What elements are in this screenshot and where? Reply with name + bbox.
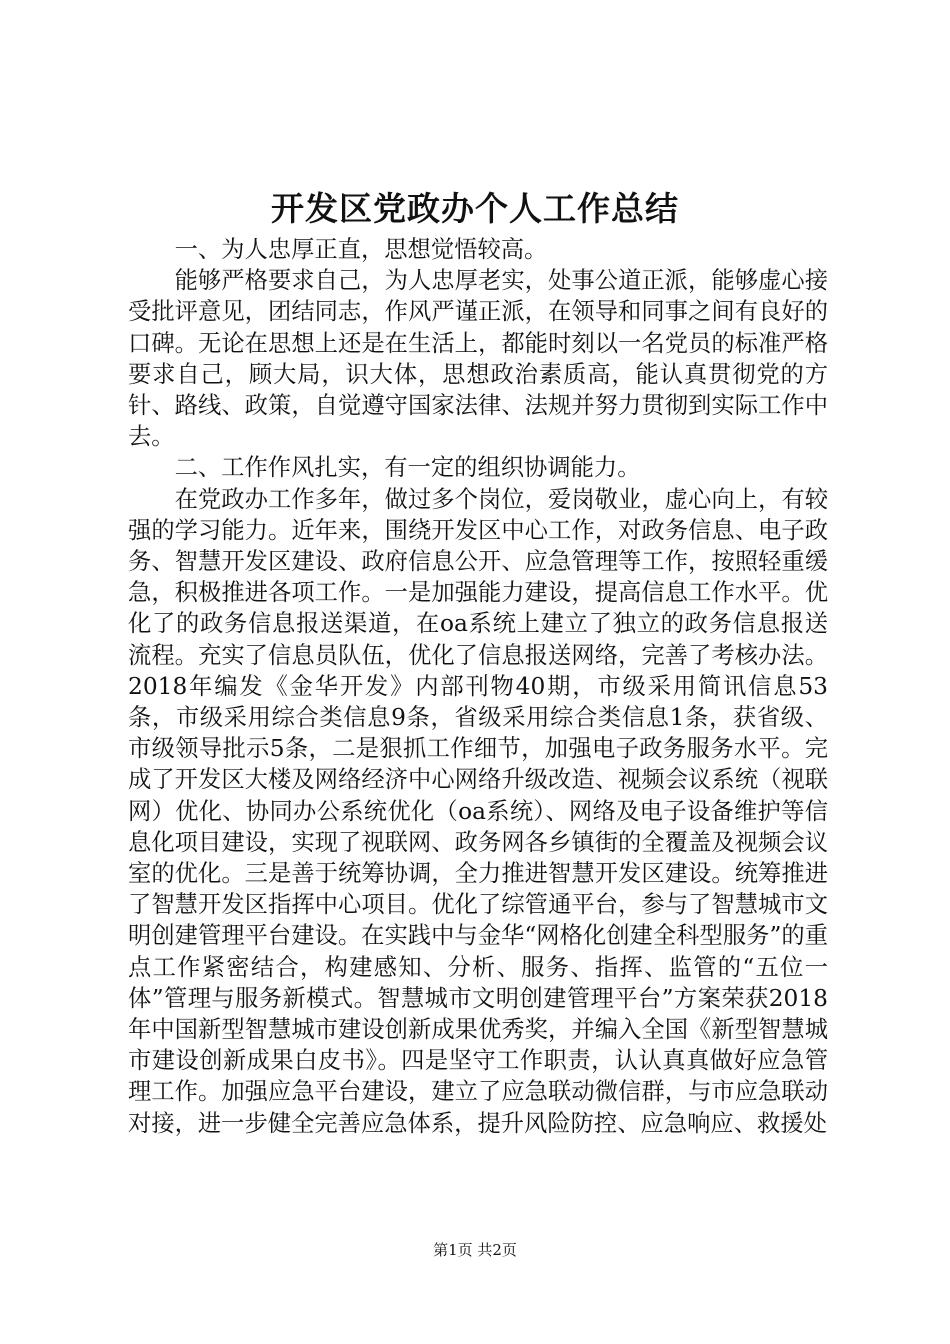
document-title: 开发区党政办个人工作总结 xyxy=(271,189,679,228)
section-heading-2: 二、工作作风扎实，有一定的组织协调能力。 xyxy=(174,454,641,482)
paragraph-2: 在党政办工作多年，做过多个岗位，爱岗敬业，虚心向上，有较强的学习能力。近年来，围绕开发区中心工作，对政务信息、电子政务、智慧开发区建设、政府信息公开、应急管理等工作，按照轻重缓急，积极推进各项工作。一是加强能力建设，提高信息工作水平。优化了的政务信息报送渠道，在oa系统上建立了独立的政务信息报送流程。充实了信息员队伍，优化了信息报送网络，完善了考核办法。2018年编发《金华开发》内部刊物40期，市级采用简讯信息53条，市级采用综合类信息9条，省级采用综合类信息1条，获省级、市级领导批示5条，二是狠抓工作细节，加强电子政务服务水平。完成了开发区大楼及网络经济中心网络升级改造、视频会议系统（视联网）优化、协同办公系统优化（oa系统）、网络及电子设备维护等信息化项目建设，实现了视联网、政务网各乡镇街的全覆盖及视频会议室的优化。三是善于统筹协调，全力推进智慧开发区建设。统筹推进了智慧开发区指挥中心项目。优化了综管通平台，参与了智慧城市文明创建管理平台建设。在实践中与金华“网格化创建全科型服务”的重点工作紧密结合，构建感知、分析、服务、指挥、监管的“五位一体”管理与服务新模式。智慧城市文明创建管理平台”方案荣获2018年中国新型智慧城市建设创新成果优秀奖，并编入全国《新型智慧城市建设创新成果白皮书》。四是坚守工作职责，认认真真做好应急管理工作。加强应急平台建设，建立了应急联动微信群，与市应急联动对接，进一步健全完善应急体系，提升风险防控、应急响应、救援处 xyxy=(128,485,828,1137)
section-heading-1: 一、为人忠厚正直，思想觉悟较高。 xyxy=(174,236,548,263)
document-body xyxy=(128,234,828,1139)
page-footer: 第1页 共2页 xyxy=(433,1241,517,1259)
paragraph-1: 能够严格要求自己，为人忠厚老实，处事公道正派，能够虚心接受批评意见，团结同志，作风严谨正派，在领导和同事之间有良好的口碑。无论在思想上还是在生活上，都能时刻以一名党员的标准严格要求自己，顾大局，识大体，思想政治素质高，能认真贯彻党的方针、路线、政策，自觉遵守国家法律、法规并努力贯彻到实际工作中去。 xyxy=(128,267,828,451)
